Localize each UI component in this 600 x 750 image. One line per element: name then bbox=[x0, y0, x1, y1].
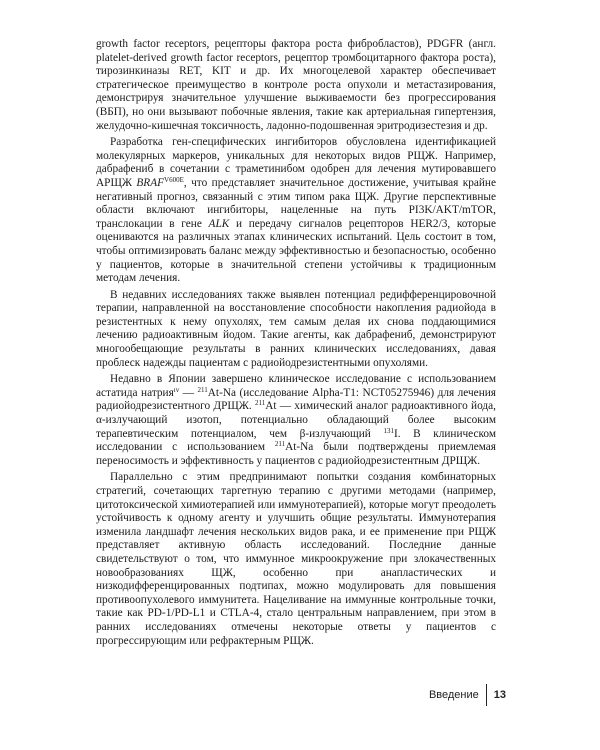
text-run: и передачу сигналов рецепторов HER2/3, которые оцениваются на различных этапах клинических испытаний. Цель состоит в том, чтобы оптимизировать баланс между эффективностью и безопасностью, особенно у пациентов, которые в значительной степени устойчивы к традиционным методам лечения. bbox=[96, 217, 496, 285]
text-run: Параллельно с этим предпринимают попытки создания комбинаторных стратегий, сочетающих таргетную терапию с другими методами (например, цитотоксической химиотерапией или иммунотерапией), которые могут преодолеть устойчивость к одному агенту и улучшить общие результаты. Иммунотерапия изменила ландшафт лечения нескольких видов рака, и ее применение при РЩЖ представляет активную область исследований. Последние данные свидетельствуют о том, что иммунное микроокружение при злокачественных новообразованиях ЩЖ, особенно при анапластических и низкодифференцированных подтипах, можно модулировать для повышения противоопухолевого иммунитета. Нацеливание на иммунные контрольные точки, такие как PD-1/PD-L1 и CTLA-4, стало центральным направлением, при этом в ранних исследованиях отмечены некоторые ответы у пациентов с прогрессирующим или рефрактерным РЩЖ. bbox=[96, 471, 496, 647]
paragraph bbox=[96, 136, 496, 286]
paragraph bbox=[96, 373, 496, 468]
text-run: В недавних исследованиях также выявлен потенциал редифференцировочной терапии, направленной на восстановление способности накопления радиойода в резистентных к нему опухолях, тем самым делая их снова поддающимися лечению радиоактивным йодом. Такие агенты, как дабрафениб, демонстрируют многообещающие результаты в ранних клинических исследованиях, давая проблеск надежды пациентам с радиойодрезистентными опухолями. bbox=[96, 288, 496, 369]
superscript: 211 bbox=[197, 385, 208, 394]
superscript: 211 bbox=[274, 440, 286, 449]
text-run: Разработка ген-специфических ингибиторов обусловлена идентификацией молекулярных маркеров, уникальных для некоторых видов РЩЖ. Например, дабрафениб в сочетании с траметинибом одобрен для лечения мутировавшего АРЩЖ bbox=[96, 136, 496, 189]
text-run: I. В клиническом исследовании с использованием bbox=[96, 427, 496, 454]
superscript: 131 bbox=[383, 426, 394, 435]
superscript: V600E bbox=[164, 175, 184, 184]
paragraph bbox=[96, 289, 496, 371]
text-run: At — химический аналог радиоактивного йода, α-излучающий изотоп, потенциально обладающий более высоким терапевтическим потенциалом, чем β-излучающий bbox=[96, 400, 496, 440]
gene-name: BRAF bbox=[136, 176, 165, 189]
page-footer bbox=[429, 684, 506, 706]
gene-name: ALK bbox=[208, 217, 230, 230]
page-number: 13 bbox=[493, 689, 506, 701]
text-run: — bbox=[179, 386, 198, 399]
paragraph bbox=[96, 38, 496, 133]
superscript: ıv bbox=[173, 385, 180, 394]
text-run: At-Na были подтверждены приемлемая переносимость и эффективность у пациентов с радиойодрезистентным ДРЩЖ. bbox=[96, 441, 496, 467]
text-run: , что представляет значительное достижение, учитывая крайне негативный прогноз, связанный с этим типом рака ЩЖ. Другие перспективные области включают ингибиторы, нацеленные на путь PI3K/AKT/mTOR, транслокации в гене bbox=[96, 176, 496, 230]
superscript: 211 bbox=[254, 399, 266, 408]
text-run: Недавно в Японии завершено клиническое исследование с использованием астатида натрия bbox=[96, 373, 496, 399]
text-run: At-Na (исследование Alpha-T1: NCT05275946) для лечения радиойодрезистентного ДРЩЖ. bbox=[96, 386, 496, 413]
section-title: Введение bbox=[428, 689, 479, 701]
paragraph bbox=[96, 471, 496, 648]
text-run: growth factor receptors, рецепторы фактора роста фибробластов), PDGFR (англ. platelet-derived growth factor receptors, рецептор тромбоцитарного фактора роста), тирозинкиназы RET, KIT и др. Их многоцелевой характер обеспечивает стратегическое преимущество в контроле роста опухоли и метастазирования, демонстрируя значительное улучшение выживаемости без прогрессирования (ВБП), но они вызывают побочные явления, такие как артериальная гипертензия, желудочно-кишечная токсичность, ладонно-подошвенная эритродизестезия и др. bbox=[96, 38, 496, 132]
body-text bbox=[96, 38, 496, 648]
